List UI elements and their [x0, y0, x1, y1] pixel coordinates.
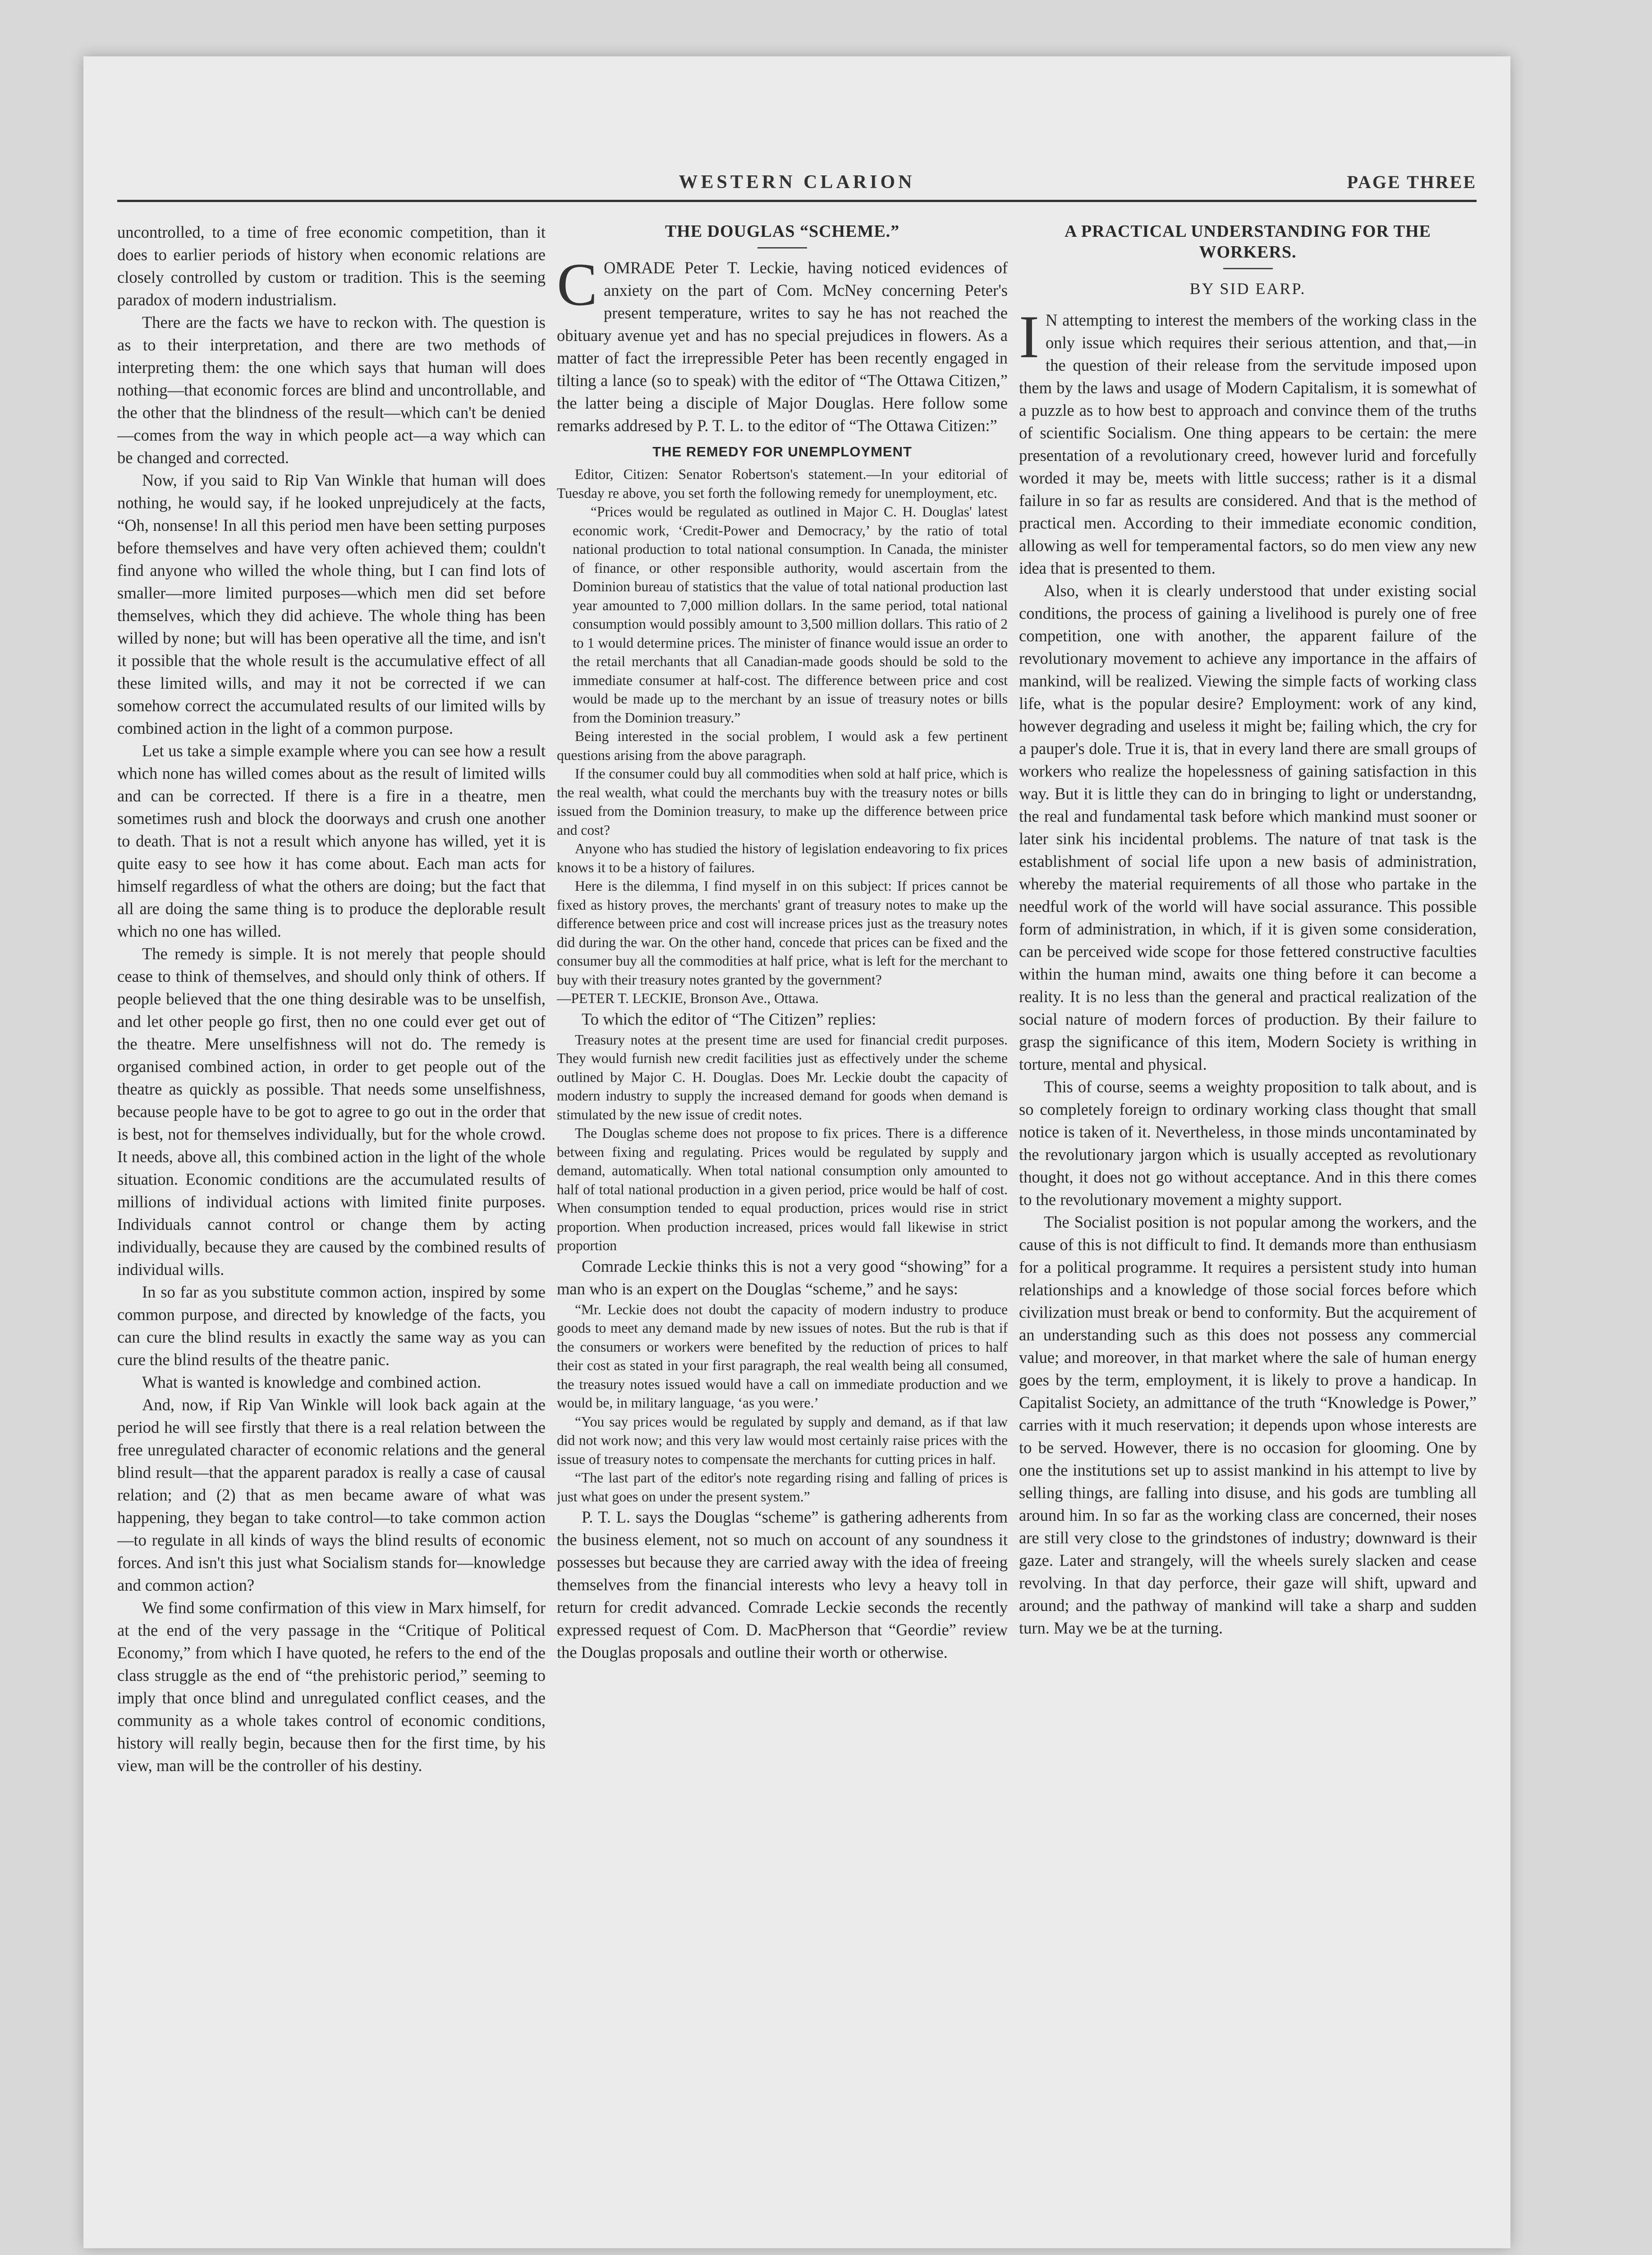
drop-cap: I	[1019, 304, 1039, 371]
article-intro	[1019, 304, 1477, 580]
editor-reply	[557, 1031, 1008, 1255]
reply-paragraph: The Douglas scheme does not propose to fix prices. There is a difference between fixing and regulating. Prices would be regulated by supply and demand, automatically. When total national consumption only amounted to half of total national production in a given period, price would be half of cost. When consumption tended to equal production, prices would rise in strict proportion. When production increased, prices would fall likewise in strict proportion	[557, 1125, 1008, 1253]
letter-paragraph: Anyone who has studied the history of legislation endeavoring to fix prices knows it to be a history of failures.	[557, 841, 1008, 875]
paragraph: Let us take a simple example where you can see how a result which none has willed comes about as the result of limited wills and can be corrected. If there is a fire in a theatre, men sometimes rush and block the doorways and crush one another to death. That is not a result which anyone has willed, yet it is quite easy to see how it has come about. Each man acts for himself regardless of what the others are doing; but the fact that all are doing the same thing is to produce the deplorable result which no one has willed.	[117, 741, 546, 940]
article-title-douglas: THE DOUGLAS “SCHEME.”	[665, 222, 900, 241]
drop-cap: C	[557, 251, 598, 318]
paragraph: The Socialist position is not popular among the workers, and the cause of this is not difficult to find. It demands more than enthusiasm for a political programme. It requires a persistent study into human relationships and a knowledge of those social forces before which civilization must break or bend to conformity. But the acquirement of an understanding such as this does not possess any commercial value; and moreover, in that market where the sale of human energy goes by the term, employment, it is likely to prove a handicap. In Capitalist Society, an admittance of the truth “Knowledge is Power,” carries with it much reservation; it depends upon whose interests are to be served. However, there is no occasion for glooming. One by one the institutions set up to assist mankind in his attempt to live by selling things, are falling into disuse, and his gods are tumbling all around him. In so far as the working class are concerned, their noses are still very close to the grindstones of industry; downward is their gaze. Later and strangely, will the wheels surely slacken and cease revolving. In that day perforce, their gaze will shift, upward and around; and the pathway of mankind will take a sharp and sudden turn. May we be at the turning.	[1019, 1213, 1477, 1637]
page-header	[117, 171, 1477, 203]
column-left	[117, 221, 546, 2232]
response-paragraph: “You say prices would be regulated by supply and demand, as if that law did not work now; and this very law would most certainly raise prices with the issue of treasury notes to compensate the merchants for cutting prices in half.	[557, 1413, 1008, 1467]
subheading: THE REMEDY FOR UNEMPLOYMENT	[652, 444, 912, 460]
letter-paragraph: Being interested in the social problem, I would ask a few pertinent questions arising from the above paragraph.	[557, 728, 1008, 763]
paragraph: Also, when it is clearly understood that under existing social conditions, the process of gaining a livelihood is purely one of free competition, one with another, the apparent failure of the revolutionary movement to achieve any importance in the affairs of mankind, will be realized. Viewing the simple facts of working class life, what is the popular desire? Employment: work of any kind, however degrading and useless it might be; failing which, the cry for a pauper's dole. True it is, that in every land there are small groups of workers who realize the hopelessness of gaining satisfaction in this way. But it is little they can do in bringing to light or understandng, the real and fundamental task before which mankind must sooner or later sink his incidental problems. The nature of tnat task is the establishment of social life upon a new basis of administration, whereby the material requirements of all those who partake in the needful work of the world will have social assurance. This possible form of administration, in which, if it is given some consideration, can be perceived wide scope for those fettered constructive faculties within the human mind, awaits one thing before it can become a reality. It is no less than the general and practical realization of the social nature of modern forces of production. By their failure to grasp the significance of this item, Modern Society is writhing in torture, mental and physical.	[1019, 581, 1477, 1073]
reply-paragraph: Treasury notes at the present time are used for financial credit purposes. They would furnish new credit facilities just as effectively under the scheme outlined by Major C. H. Douglas. Does Mr. Leckie doubt the capacity of modern industry to supply the increased demand for goods when demand is stimulated by the new issue of credit notes.	[557, 1031, 1008, 1123]
letter-section	[557, 465, 1008, 502]
title-rule	[1223, 268, 1273, 269]
intro-text: OMRADE Peter T. Leckie, having noticed evidences of anxiety on the part of Com. McNey concerning Peter's present temperature, writes to say he has not reached the obituary avenue yet and has no special prejudices in flowers. As a matter of fact the irrepressible Peter has been recently engaged in tilting a lance (so to speak) with the editor of “The Ottawa Citizen,” the latter being a disciple of Major Douglas. Here follow some remarks addresed by P. T. L. to the editor of “The Ottawa Citizen:”	[557, 258, 1008, 435]
paragraph: uncontrolled, to a time of free economic competition, than it does to earlier periods of history when economic relations are closely controlled by custom or tradition. This is the seeming paradox of modern industrialism.	[117, 223, 546, 309]
header-rule	[117, 200, 1477, 202]
leckie-response	[557, 1300, 1008, 1506]
title-rule	[757, 247, 807, 249]
paragraph: The remedy is simple. It is not merely that people should cease to think of themselves, and should only think of others. If people believed that the one thing desirable was to be unselfish, and let other people go first, then no one could ever get out of the theatre. Mere unselfishness will not do. The remedy is organised combined action, in order to get people out of the theatre as quickly as possible. That needs some unselfishness, because people have to be got to agree to go out in the order that is best, not for themselves individually, but for the whole crowd. It needs, above all, this combined action in the light of the whole situation. Economic conditions are the accumulated results of millions of individual actions with limited finite purposes. Individuals cannot control or change them by acting individually, because they are caused by the combined results of individual wills.	[117, 944, 546, 1279]
column-right	[1019, 221, 1477, 2232]
intro-text: N attempting to interest the members of the working class in the only issue which requires their serious attention, and that,—in the question of their release from the servitude imposed upon them by the laws and usage of Modern Capitalism, it is somewhat of a puzzle as to how best to approach and convince them of the truths of scientific Socialism. One thing appears to be certain: the mere presentation of a revolutionary creed, however lurid and forcefully worded it may be, meets with little success; rather is it a dismal failure in so far as results are considered. And that is the method of practical men. According to their immediate economic condition, allowing as well for temperamental factors, so do men view any new idea that is presented to them.	[1019, 311, 1477, 577]
byline: BY SID EARP.	[1189, 280, 1306, 298]
newspaper-page	[83, 56, 1510, 2248]
letter-body	[557, 727, 1008, 1008]
paragraph: In so far as you substitute common action, inspired by some common purpose, and directed by knowledge of the facts, you can cure the blind results in exactly the same way as you can cure the blind results of the theatre panic.	[117, 1283, 546, 1369]
paragraph: And, now, if Rip Van Winkle will look back again at the period he will see firstly that there is a real relation between the free unregulated character of economic relations and the general blind result—that the apparent paradox is really a case of causal relation; and (2) that as men became aware of what was happening, they began to take control—to take common action—to regulate in all kinds of ways the blind results of economic forces. And isn't this just what Socialism stands for—knowledge and common action?	[117, 1395, 546, 1594]
paragraph: Now, if you said to Rip Van Winkle that human will does nothing, he would say, if he looked unprejudicely at the facts, “Oh, nonsense! In all this period men have been setting purposes before themselves and have very often achieved them; couldn't find anyone who willed the whole thing, but I can find lots of smaller—more limited purposes—which men did set before themselves, which they did achieve. The whole thing has been willed by none; but will has been operative all the time, and isn't it possible that the whole result is the accumulative effect of all these limited wills, and may it not be corrected if we can somehow correct the accumulated results of our limited wills by combined action in the light of a common purpose.	[117, 471, 546, 737]
closing-paragraph: P. T. L. says the Douglas “scheme” is gathering adherents from the business element, not so much on account of any soundness it possesses but because they are carried away with the idea of freeing themselves from the financial interests who levy a heavy toll in return for credit advanced. Comrade Leckie seconds the recently expressed request of Com. D. MacPherson that “Geordie” review the Douglas proposals and outline their worth or otherwise.	[557, 1508, 1008, 1661]
page-number-label: PAGE THREE	[1347, 172, 1477, 192]
paragraph: There are the facts we have to reckon with. The question is as to their interpretation, and there are two methods of interpreting them: the one which says that human will does nothing—that economic forces are blind and uncontrollable, and the other that the blindness of the result—which can't be denied—comes from the way in which people act—a way which can be changed and corrected.	[117, 313, 546, 467]
letter-intro: Editor, Citizen: Senator Robertson's statement.—In your editorial of Tuesday re above, you set forth the following remedy for unemployment, etc.	[557, 466, 1008, 501]
quote-paragraph: “Prices would be regulated as outlined in Major C. H. Douglas' latest economic work, ‘Credit-Power and Democracy,’ by the ratio of total national production to total national consumption. In Canada, the minister of finance, or other responsible authority, would ascertain from the Dominion bureau of statistics that the value of total national production last year amounted to 7,000 million dollars. In the same period, total national consumption would possibly amount to 3,500 million dollars. This ratio of 2 to 1 would determine prices. The minister of finance would issue an order to the retail merchants that all Canadian-made goods should be sold to the immediate consumer at half-cost. The difference between price and cost would be made up to the merchant by an issue of treasury notes or bills from the Dominion treasury.”	[573, 504, 1008, 726]
paragraph: We find some confirmation of this view in Marx himself, for at the end of the very passage in the “Critique of Political Economy,” from which I have quoted, he refers to the end of the class struggle as the end of “the prehistoric period,” seeming to imply that once blind and unregulated conflict ceases, and the community as a whole takes control of economic conditions, history will really begin, because then for the first time, by his view, man will be the controller of his destiny.	[117, 1598, 546, 1775]
letter-signature: —PETER T. LECKIE, Bronson Ave., Ottawa.	[557, 990, 819, 1006]
comrade-says: Comrade Leckie thinks this is not a very good “showing” for a man who is an expert on the Douglas “scheme,” and he says:	[557, 1256, 1008, 1298]
paragraph: This of course, seems a weighty proposition to talk about, and is so completely foreign to ordinary working class thought that small notice is taken of it. Nevertheless, in those minds uncontaminated by the revolutionary jargon which is usually accepted as revolutionary thought, it does not go without acceptance. And in this there comes to the revolutionary movement a mighty support.	[1019, 1077, 1477, 1209]
masthead: WESTERN CLARION	[679, 172, 915, 193]
paragraph: What is wanted is knowledge and combined action.	[142, 1373, 482, 1391]
letter-paragraph: Here is the dilemma, I find myself in on this subject: If prices cannot be fixed as history proves, the merchants' grant of treasury notes to make up the difference between price and cost will increase prices just as the treasury notes did during the war. On the other hand, concede that prices can be fixed and the consumer buy all the commodities at half price, what is left for the merchant to buy with their treasury notes granted by the government?	[557, 878, 1008, 988]
column-middle	[557, 221, 1008, 2232]
reply-intro: To which the editor of “The Citizen” replies:	[582, 1009, 876, 1028]
article-title-practical: A PRACTICAL UNDERSTANDING FOR THE WORKERS.	[1065, 222, 1431, 262]
article-intro	[557, 251, 1008, 437]
letter-paragraph: If the consumer could buy all commodities when sold at half price, which is the real wealth, what could the merchants buy with the treasury notes or bills issued from the Dominion treasury, to make up the difference between price and cost?	[557, 766, 1008, 838]
quoted-editorial	[557, 502, 1008, 727]
response-paragraph: “The last part of the editor's note regarding rising and falling of prices is just what goes on under the present system.”	[557, 1470, 1008, 1505]
response-paragraph: “Mr. Leckie does not doubt the capacity of modern industry to produce goods to meet any demand made by new issues of notes. But the rub is that if the consumers or workers were benefited by the reduction of prices to half their cost as stated in your first paragraph, the real wealth being all consumed, the treasury notes issued would have a call on immediate production and we would be, in military language, ‘as you were.’	[557, 1301, 1008, 1411]
